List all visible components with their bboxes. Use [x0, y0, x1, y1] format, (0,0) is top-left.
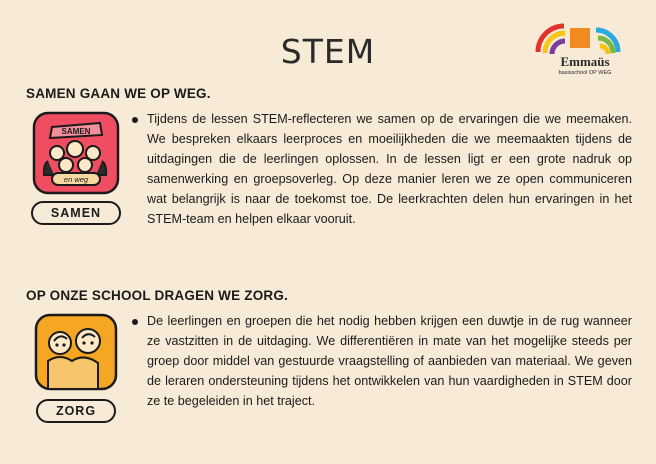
bullet-icon — [132, 117, 138, 123]
section-samen — [0, 86, 656, 229]
zorg-paragraph: De leerlingen en groepen die het nodig hebben krijgen een duwtje in de rug wanneer ze vastzitten in de uitdaging. We differentiëren in mate van het mogelijke steeds per groep door middel van gestuurde vraagstelling of aanbieden van materiaal. We geven de leraren ondersteuning tijdens het ontwikkelen van hun vaardigheden in STEM door ze te begeleiden in het traject. — [147, 314, 632, 408]
samen-banner-text: en weg — [63, 175, 89, 184]
emmaus-logo — [530, 16, 640, 78]
badge-label-zorg: ZORG — [36, 399, 116, 423]
samen-drawing — [30, 109, 122, 197]
badge-samen — [20, 109, 132, 225]
section-zorg — [0, 288, 656, 423]
zorg-illustration — [30, 311, 122, 395]
samen-text-block — [132, 109, 656, 229]
logo-tagline: basisschool OP WEG — [558, 70, 612, 76]
logo-wordmark: Emmaüs — [560, 54, 610, 69]
badge-label-samen: SAMEN — [31, 201, 121, 225]
page-title: STEM — [280, 32, 376, 71]
bullet-icon — [132, 319, 138, 325]
section-heading-samen: SAMEN GAAN WE OP WEG. — [26, 86, 211, 101]
zorg-drawing — [30, 311, 122, 395]
zorg-text-block — [132, 311, 656, 411]
section-heading-zorg: OP ONZE SCHOOL DRAGEN WE ZORG. — [26, 288, 289, 303]
svg-text:SAMEN: SAMEN — [61, 127, 91, 136]
samen-illustration — [30, 109, 122, 197]
samen-paragraph: Tijdens de lessen STEM-reflecteren we samen op de ervaringen die we meemaken. We bespreken elkaars leerproces en moeilijkheden die we meemaakten tijdens de uitdagingen die de leerlingen oplossen. In de lessen ligt er een grote nadruk op samenwerking en groepsoverleg. Op deze manier leren we ze open communiceren wat belangrijk is naar de toekomst toe. De leerkrachten delen hun ervaringen in het STEM-team en helpen elkaar vooruit. — [147, 112, 632, 226]
logo-graphic — [530, 16, 640, 78]
badge-zorg — [20, 311, 132, 423]
